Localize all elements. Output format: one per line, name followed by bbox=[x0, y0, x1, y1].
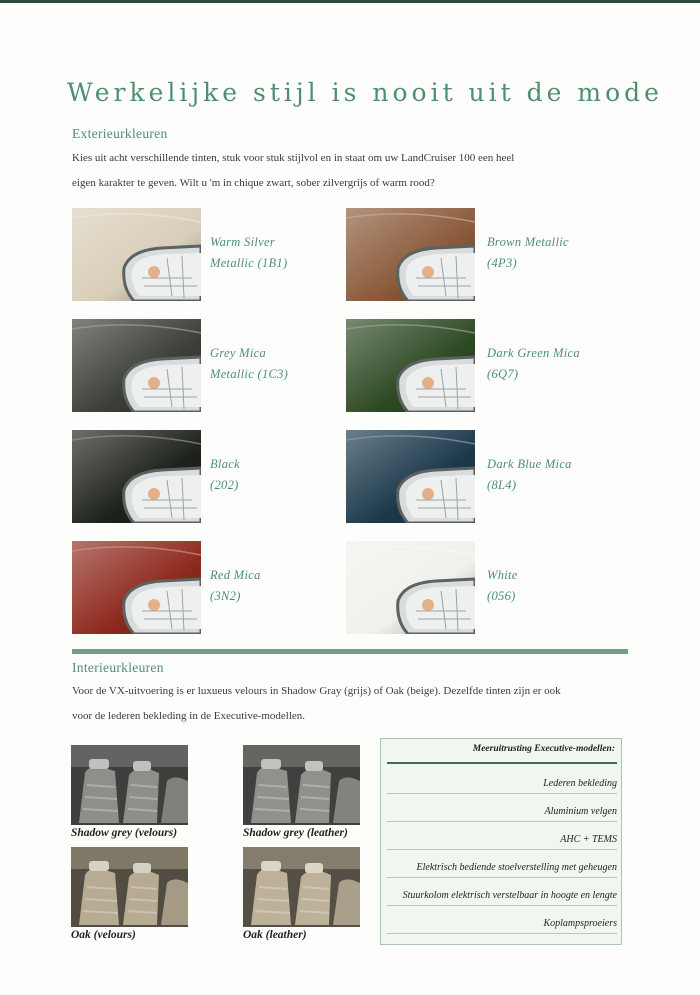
color-swatch-image bbox=[346, 208, 475, 301]
interior-heading: Interieurkleuren bbox=[72, 660, 164, 675]
color-name: Red Mica bbox=[210, 568, 261, 582]
color-code: (056) bbox=[487, 589, 516, 603]
color-name: Dark Green Mica bbox=[487, 346, 580, 360]
equipment-title: Meeruitrusting Executive-modellen: bbox=[472, 744, 615, 754]
seat-label: Shadow grey (velours) bbox=[71, 827, 178, 839]
color-swatch-image bbox=[72, 541, 201, 634]
interior-seat-image bbox=[71, 847, 188, 927]
equipment-item: Elektrisch bediende stoelverstelling met geheugen bbox=[387, 850, 617, 878]
interior-seat-image bbox=[243, 745, 360, 825]
exterior-intro-line-1: Kies uit acht verschillende tinten, stuk voor stuk stijlvol en in staat om uw LandCruiser 100 een heel bbox=[72, 152, 515, 164]
equipment-item: Koplampsproeiers bbox=[387, 906, 617, 934]
interior-intro-line-2: voor de lederen bekleding in de Executive-modellen. bbox=[72, 709, 306, 722]
color-name: Brown Metallic bbox=[487, 235, 569, 249]
interior-seat-image bbox=[243, 847, 360, 927]
section-divider bbox=[72, 649, 628, 654]
color-code: (202) bbox=[210, 478, 239, 492]
seat-label: Shadow grey (leather) bbox=[243, 827, 348, 839]
color-label bbox=[487, 565, 518, 607]
exterior-intro-line-2: eigen karakter te geven. Wilt u 'm in chique zwart, sober zilvergrijs of warm rood? bbox=[72, 176, 435, 189]
color-name: Black bbox=[210, 457, 240, 471]
color-swatch-image bbox=[346, 430, 475, 523]
color-name: Dark Blue Mica bbox=[487, 457, 572, 471]
color-swatch-image bbox=[346, 319, 475, 412]
exterior-heading: Exterieurkleuren bbox=[72, 126, 168, 141]
equipment-item: AHC + TEMS bbox=[387, 822, 617, 850]
color-name: Warm Silver bbox=[210, 235, 275, 249]
exterior-intro bbox=[72, 146, 632, 195]
color-swatch-image bbox=[72, 208, 201, 301]
color-swatch-image bbox=[72, 319, 201, 412]
color-code: (3N2) bbox=[210, 589, 241, 603]
color-code: Metallic (1B1) bbox=[210, 256, 288, 270]
color-label bbox=[487, 343, 580, 385]
color-code: (8L4) bbox=[487, 478, 517, 492]
seat-label: Oak (velours) bbox=[71, 929, 136, 941]
color-label bbox=[210, 232, 287, 274]
top-edge-bar bbox=[0, 0, 700, 3]
color-label bbox=[487, 454, 572, 496]
color-name: Grey Mica bbox=[210, 346, 267, 360]
color-label bbox=[210, 565, 261, 607]
seat-label: Oak (leather) bbox=[243, 929, 307, 941]
executive-equipment-box bbox=[380, 738, 622, 945]
page-title: Werkelijke stijl is nooit uit de mode bbox=[67, 78, 663, 107]
interior-seat-image bbox=[71, 745, 188, 825]
color-code: Metallic (1C3) bbox=[210, 367, 289, 381]
equipment-title-rule bbox=[387, 762, 617, 764]
color-label bbox=[210, 454, 240, 496]
color-code: (4P3) bbox=[487, 256, 517, 270]
equipment-item: Aluminium velgen bbox=[387, 794, 617, 822]
color-name: White bbox=[487, 568, 518, 582]
interior-intro-line-1: Voor de VX-uitvoering is er luxueus velours in Shadow Gray (grijs) of Oak (beige). Dezelfde tinten zijn er ook bbox=[72, 685, 561, 697]
color-swatch-image bbox=[72, 430, 201, 523]
color-code: (6Q7) bbox=[487, 367, 519, 381]
interior-intro bbox=[72, 679, 632, 728]
color-swatch-image bbox=[346, 541, 475, 634]
color-label bbox=[210, 343, 288, 385]
equipment-item: Stuurkolom elektrisch verstelbaar in hoogte en lengte bbox=[387, 878, 617, 906]
color-label bbox=[487, 232, 569, 274]
equipment-item: Lederen bekleding bbox=[387, 766, 617, 794]
